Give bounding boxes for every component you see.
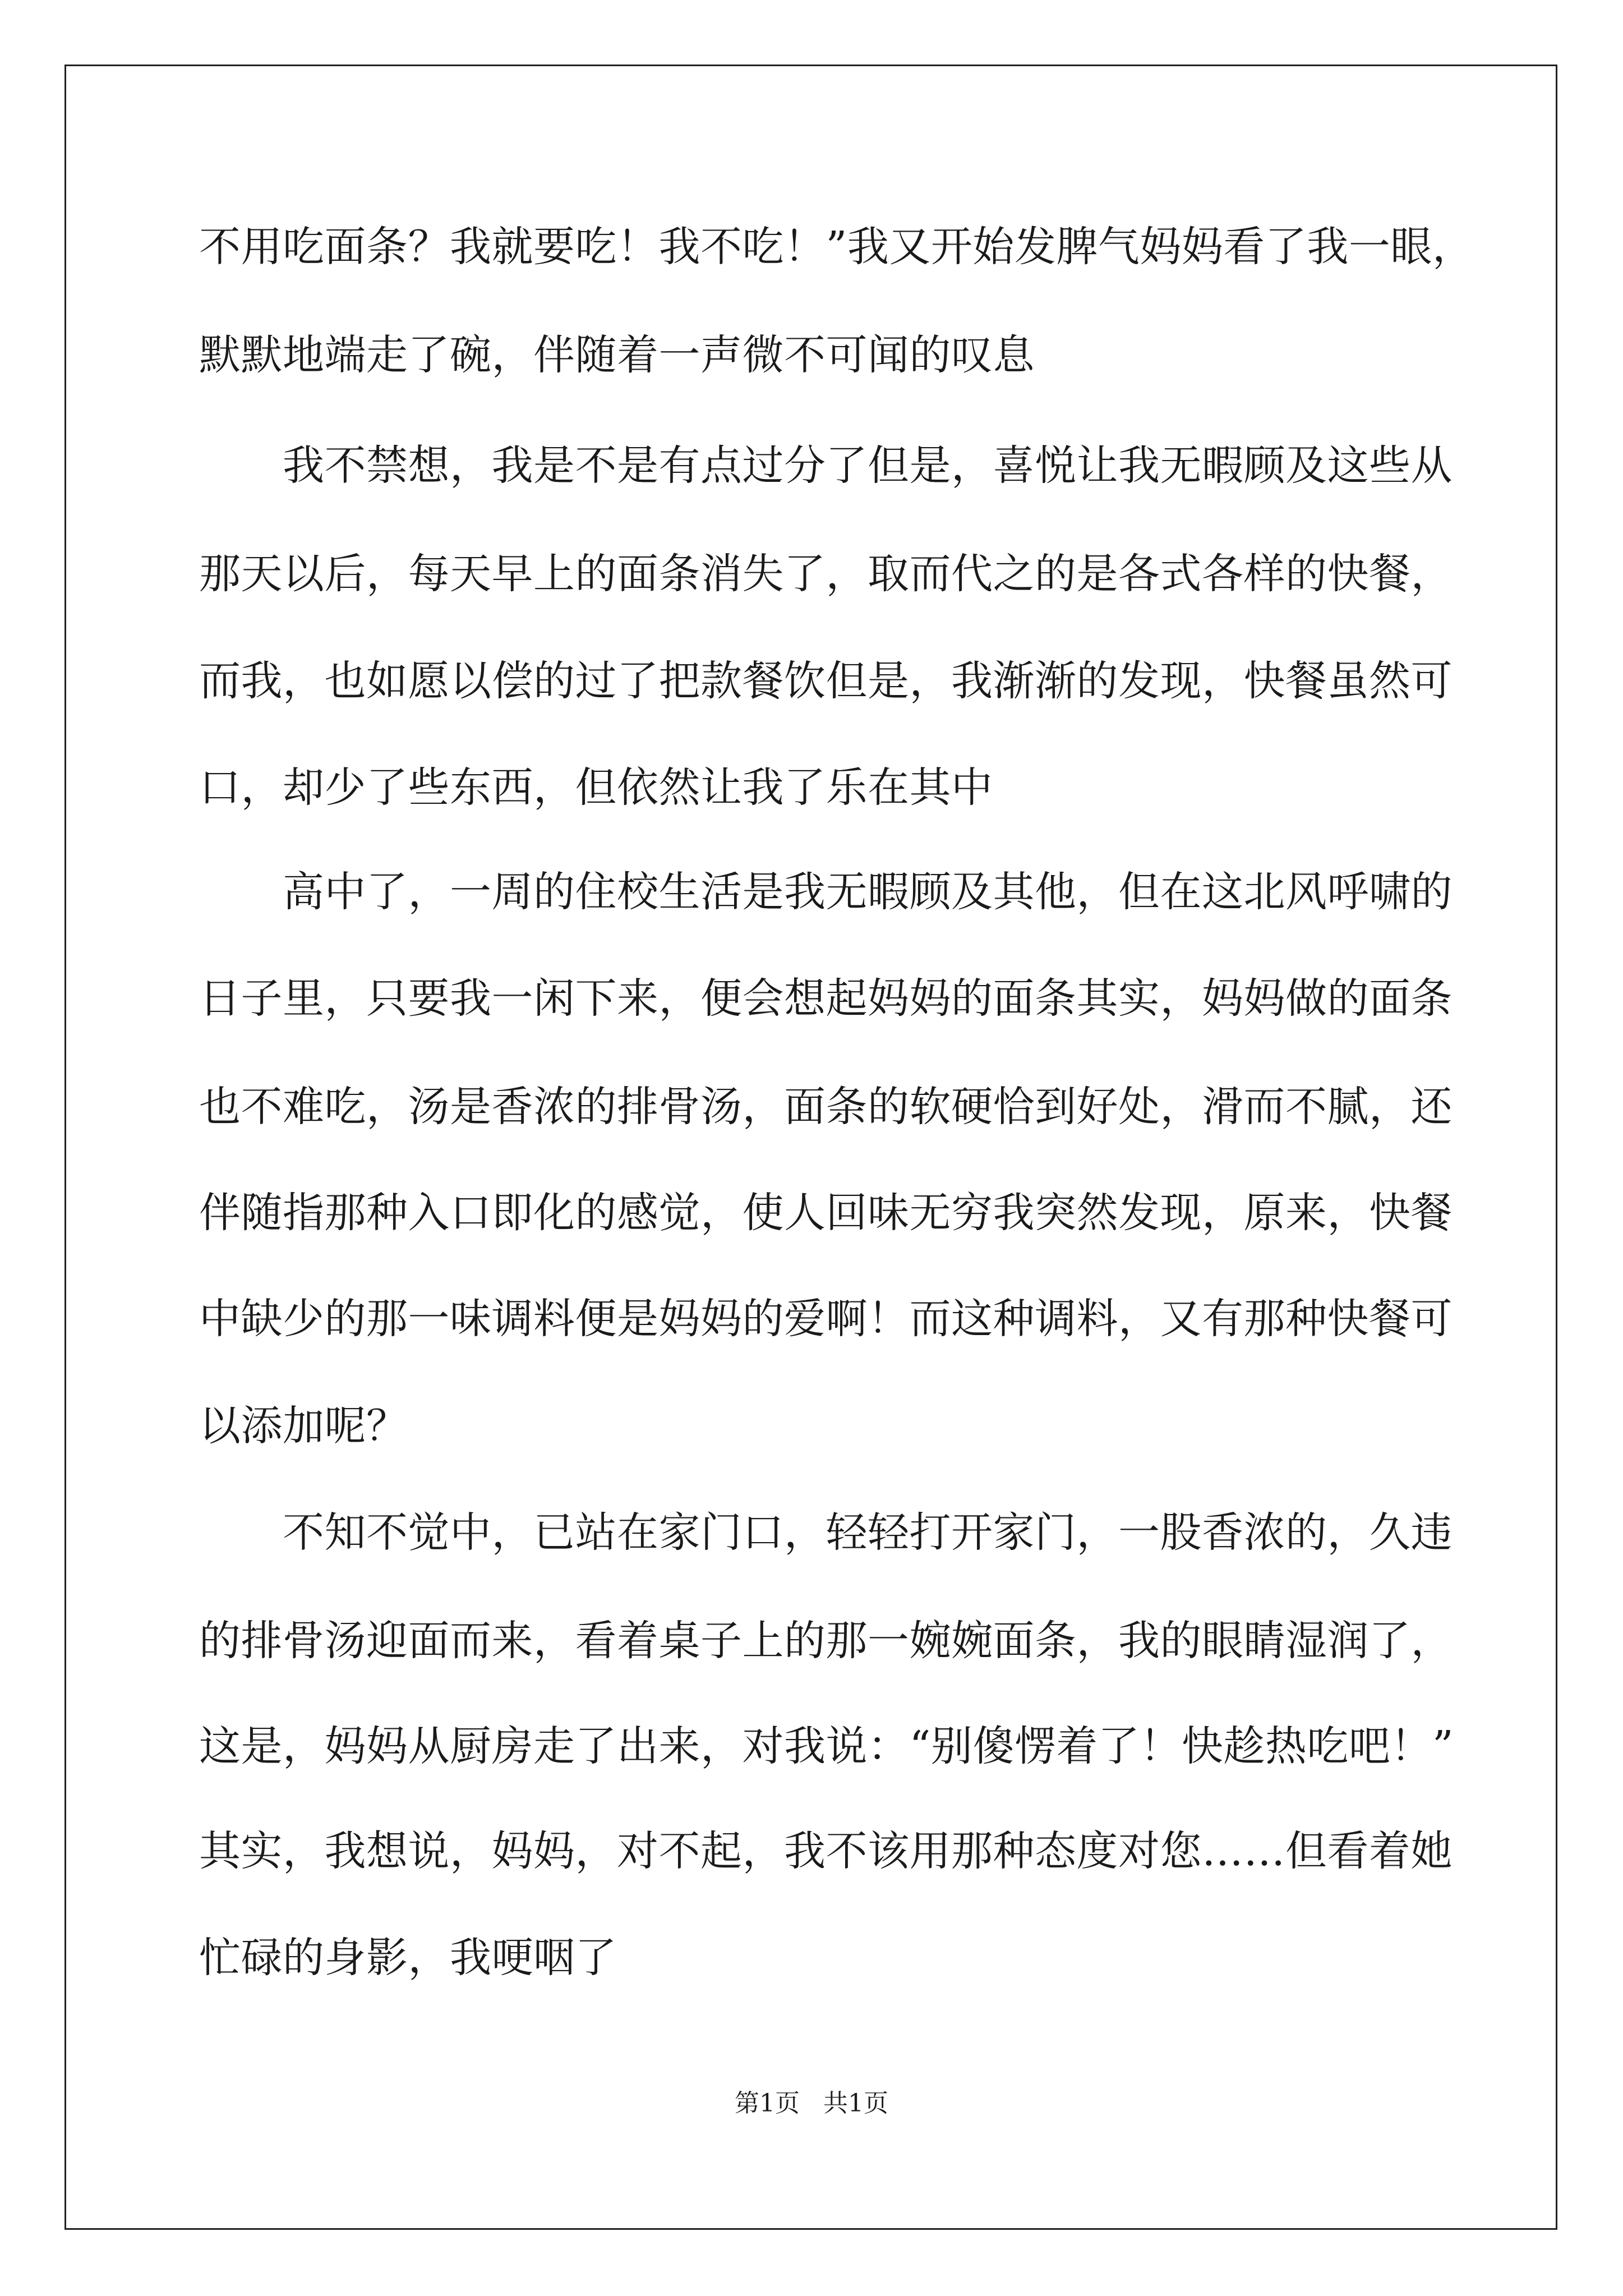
text-line: 也不难吃，汤是香浓的排骨汤，面条的软硬恰到好处，滑而不腻，还: [199, 1083, 1453, 1131]
text-line: 忙碌的身影，我哽咽了: [199, 1934, 617, 1982]
text-line: 这是，妈妈从厨房走了出来，对我说：“别傻愣着了！快趁热吃吧！”: [199, 1722, 1454, 1770]
text-line: 默默地端走了碗，伴随着一声微不可闻的叹息: [199, 331, 1035, 379]
page-border: [64, 65, 1557, 2230]
text-line: 的排骨汤迎面而来，看着桌子上的那一婉婉面条，我的眼睛湿润了，: [199, 1617, 1453, 1665]
text-line: 那天以后，每天早上的面条消失了，取而代之的是各式各样的快餐，: [199, 550, 1453, 598]
text-line: 我不禁想，我是不是有点过分了但是，喜悦让我无暇顾及这些从: [199, 441, 1453, 490]
text-line: 伴随指那种入口即化的感觉，使人回味无穷我突然发现，原来，快餐: [199, 1189, 1453, 1237]
text-line: 日子里，只要我一闲下来，便会想起妈妈的面条其实，妈妈做的面条: [199, 974, 1453, 1023]
text-line: 不知不觉中，已站在家门口，轻轻打开家门，一股香浓的，久违: [199, 1508, 1453, 1557]
text-line: 口，却少了些东西，但依然让我了乐在其中: [199, 763, 993, 812]
text-line: 中缺少的那一味调料便是妈妈的爱啊！而这种调料，又有那种快餐可: [199, 1295, 1453, 1343]
text-line: 不用吃面条？我就要吃！我不吃！”我又开始发脾气妈妈看了我一眼，: [199, 223, 1474, 271]
text-line: 高中了，一周的住校生活是我无暇顾及其他，但在这北风呼啸的: [199, 868, 1453, 916]
text-line: 而我，也如愿以偿的过了把款餐饮但是，我渐渐的发现，快餐虽然可: [199, 657, 1453, 705]
page-footer: 第1页 共1页: [735, 2089, 888, 2118]
text-line: 其实，我想说，妈妈，对不起，我不该用那种态度对您……但看着她: [199, 1827, 1453, 1875]
text-line: 以添加呢？: [199, 1402, 408, 1450]
